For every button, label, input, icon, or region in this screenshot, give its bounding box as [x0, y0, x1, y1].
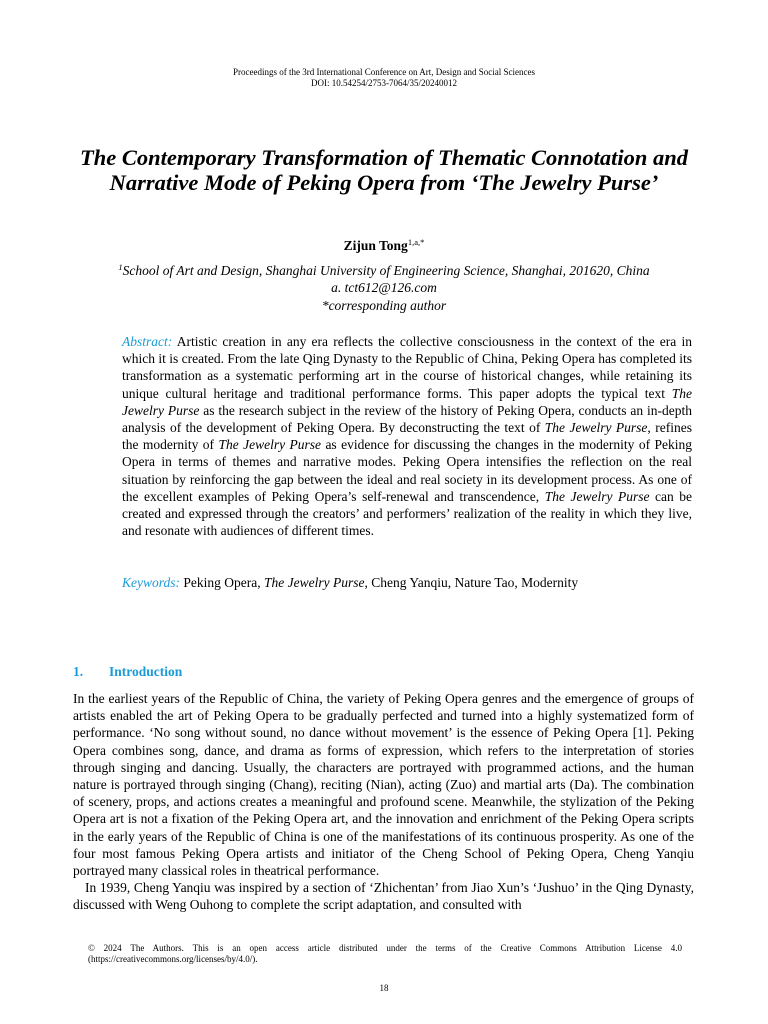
abstract-label: Abstract:: [122, 334, 173, 349]
abstract-italic-3: The Jewelry Purse: [218, 437, 322, 453]
affiliation-email: a. tct612@126.com: [331, 280, 437, 296]
keywords-text-2: , Cheng Yanqiu, Nature Tao, Modernity: [364, 575, 579, 590]
section-title: Introduction: [109, 664, 183, 679]
author-superscript: 1,a,*: [407, 237, 425, 247]
keywords-text-1: Peking Opera,: [180, 575, 264, 590]
page-number: 18: [379, 983, 389, 993]
doi-line: DOI: 10.54254/2753-7064/35/20240012: [311, 78, 457, 88]
keywords-label: Keywords:: [122, 575, 180, 590]
body-paragraph-1: In the earliest years of the Republic of China, the variety of Peking Opera genres and the emergence of groups of artists enabled the art of Peking Opera to be gradually perfected and turned into a highly systematized form of performance. ‘No song without sound, no dance without movement’ is the essence of Peking Opera [1]. Peking Opera combines song, dance, and drama as forms of expression, which refers to the interpretation of stories through singing and dancing. Usually, the characters are portrayed with programmed actions, and the human nature is portrayed through singing (Chang), reciting (Nian), acting (Zuo) and martial arts (Da). The combination of scenery, props, and actions creates a meaningful and profound scene. Meanwhile, the stylization of the Peking Opera art is not a fixation of the Peking Opera art, and the innovation and enrichment of the Peking Opera scripts in the early years of the Republic of China is one of the manifestations of its continuous prosperity. As one of the four most famous Peking Opera artists and initiator of the Cheng School of Peking Opera, Cheng Yanqiu portrayed many classical roles in theatrical performance.: [73, 691, 694, 879]
section-body: [73, 690, 694, 914]
keywords-italic: The Jewelry Purse: [263, 575, 365, 590]
abstract-text-1: Artistic creation in any era reflects the collective consciousness in the context of the era in which it is created. From the late Qing Dynasty to the Republic of China, Peking Opera has completed its transformation as a systematic performing art in the course of historical changes, while retaining its unique cultural heritage and traditional performance forms. This paper adopts the typical text: [122, 334, 692, 401]
running-header: [0, 67, 768, 89]
abstract-text-4: as evidence for discussing the changes in the modernity of Peking Opera in terms of themes and narrative modes. Peking Opera intensifies the reflection on the real situation by reinforcing the gap between the ideal and real society in its development process. As one of the excellent examples of Peking Opera’s self-renewal and transcendence,: [122, 437, 692, 504]
abstract: [122, 333, 692, 539]
author-line: [0, 238, 768, 254]
license-footnote: © 2024 The Authors. This is an open access article distributed under the terms of the Creative Commons Attribution License 4.0 (https://creativecommons.org/licenses/by/4.0/).: [88, 943, 682, 964]
abstract-text-2: as the research subject in the review of the history of Peking Opera, conducts an in-depth analysis of the development of Peking Opera. By deconstructing the text of: [122, 402, 692, 436]
conference-name: Proceedings of the 3rd International Conference on Art, Design and Social Sciences: [233, 67, 535, 77]
section-heading: [73, 663, 182, 680]
keywords: [122, 574, 692, 591]
affiliation-block: [20, 262, 748, 314]
section-number: 1.: [73, 664, 84, 679]
affiliation-superscript: 1: [118, 262, 123, 272]
author-name: Zijun Tong: [343, 238, 408, 253]
corresponding-author-note: *corresponding author: [321, 297, 447, 313]
abstract-text-3: , refines the modernity of: [122, 420, 692, 453]
abstract-italic-4: The Jewelry Purse: [544, 488, 650, 504]
abstract-italic-1: The Jewelry Purse: [122, 385, 692, 418]
body-paragraph-2: In 1939, Cheng Yanqiu was inspired by a section of ‘Zhichentan’ from Jiao Xun’s ‘Jushuo’ in the Qing Dynasty, discussed with Weng Ouhong to complete the script adaptation, and consulted with: [73, 880, 694, 913]
abstract-text-5: can be created and expressed through the creators’ and performers’ realization of the reality in which they live, and resonate with audiences of different times.: [122, 488, 692, 539]
abstract-italic-2: The Jewelry Purse: [544, 420, 648, 436]
affiliation-institution: School of Art and Design, Shanghai University of Engineering Science, Shanghai, 201620, China: [122, 263, 650, 278]
paper-title: The Contemporary Transformation of Thematic Connotation and Narrative Mode of Peking Opera from ‘The Jewelry Purse’: [80, 145, 688, 195]
